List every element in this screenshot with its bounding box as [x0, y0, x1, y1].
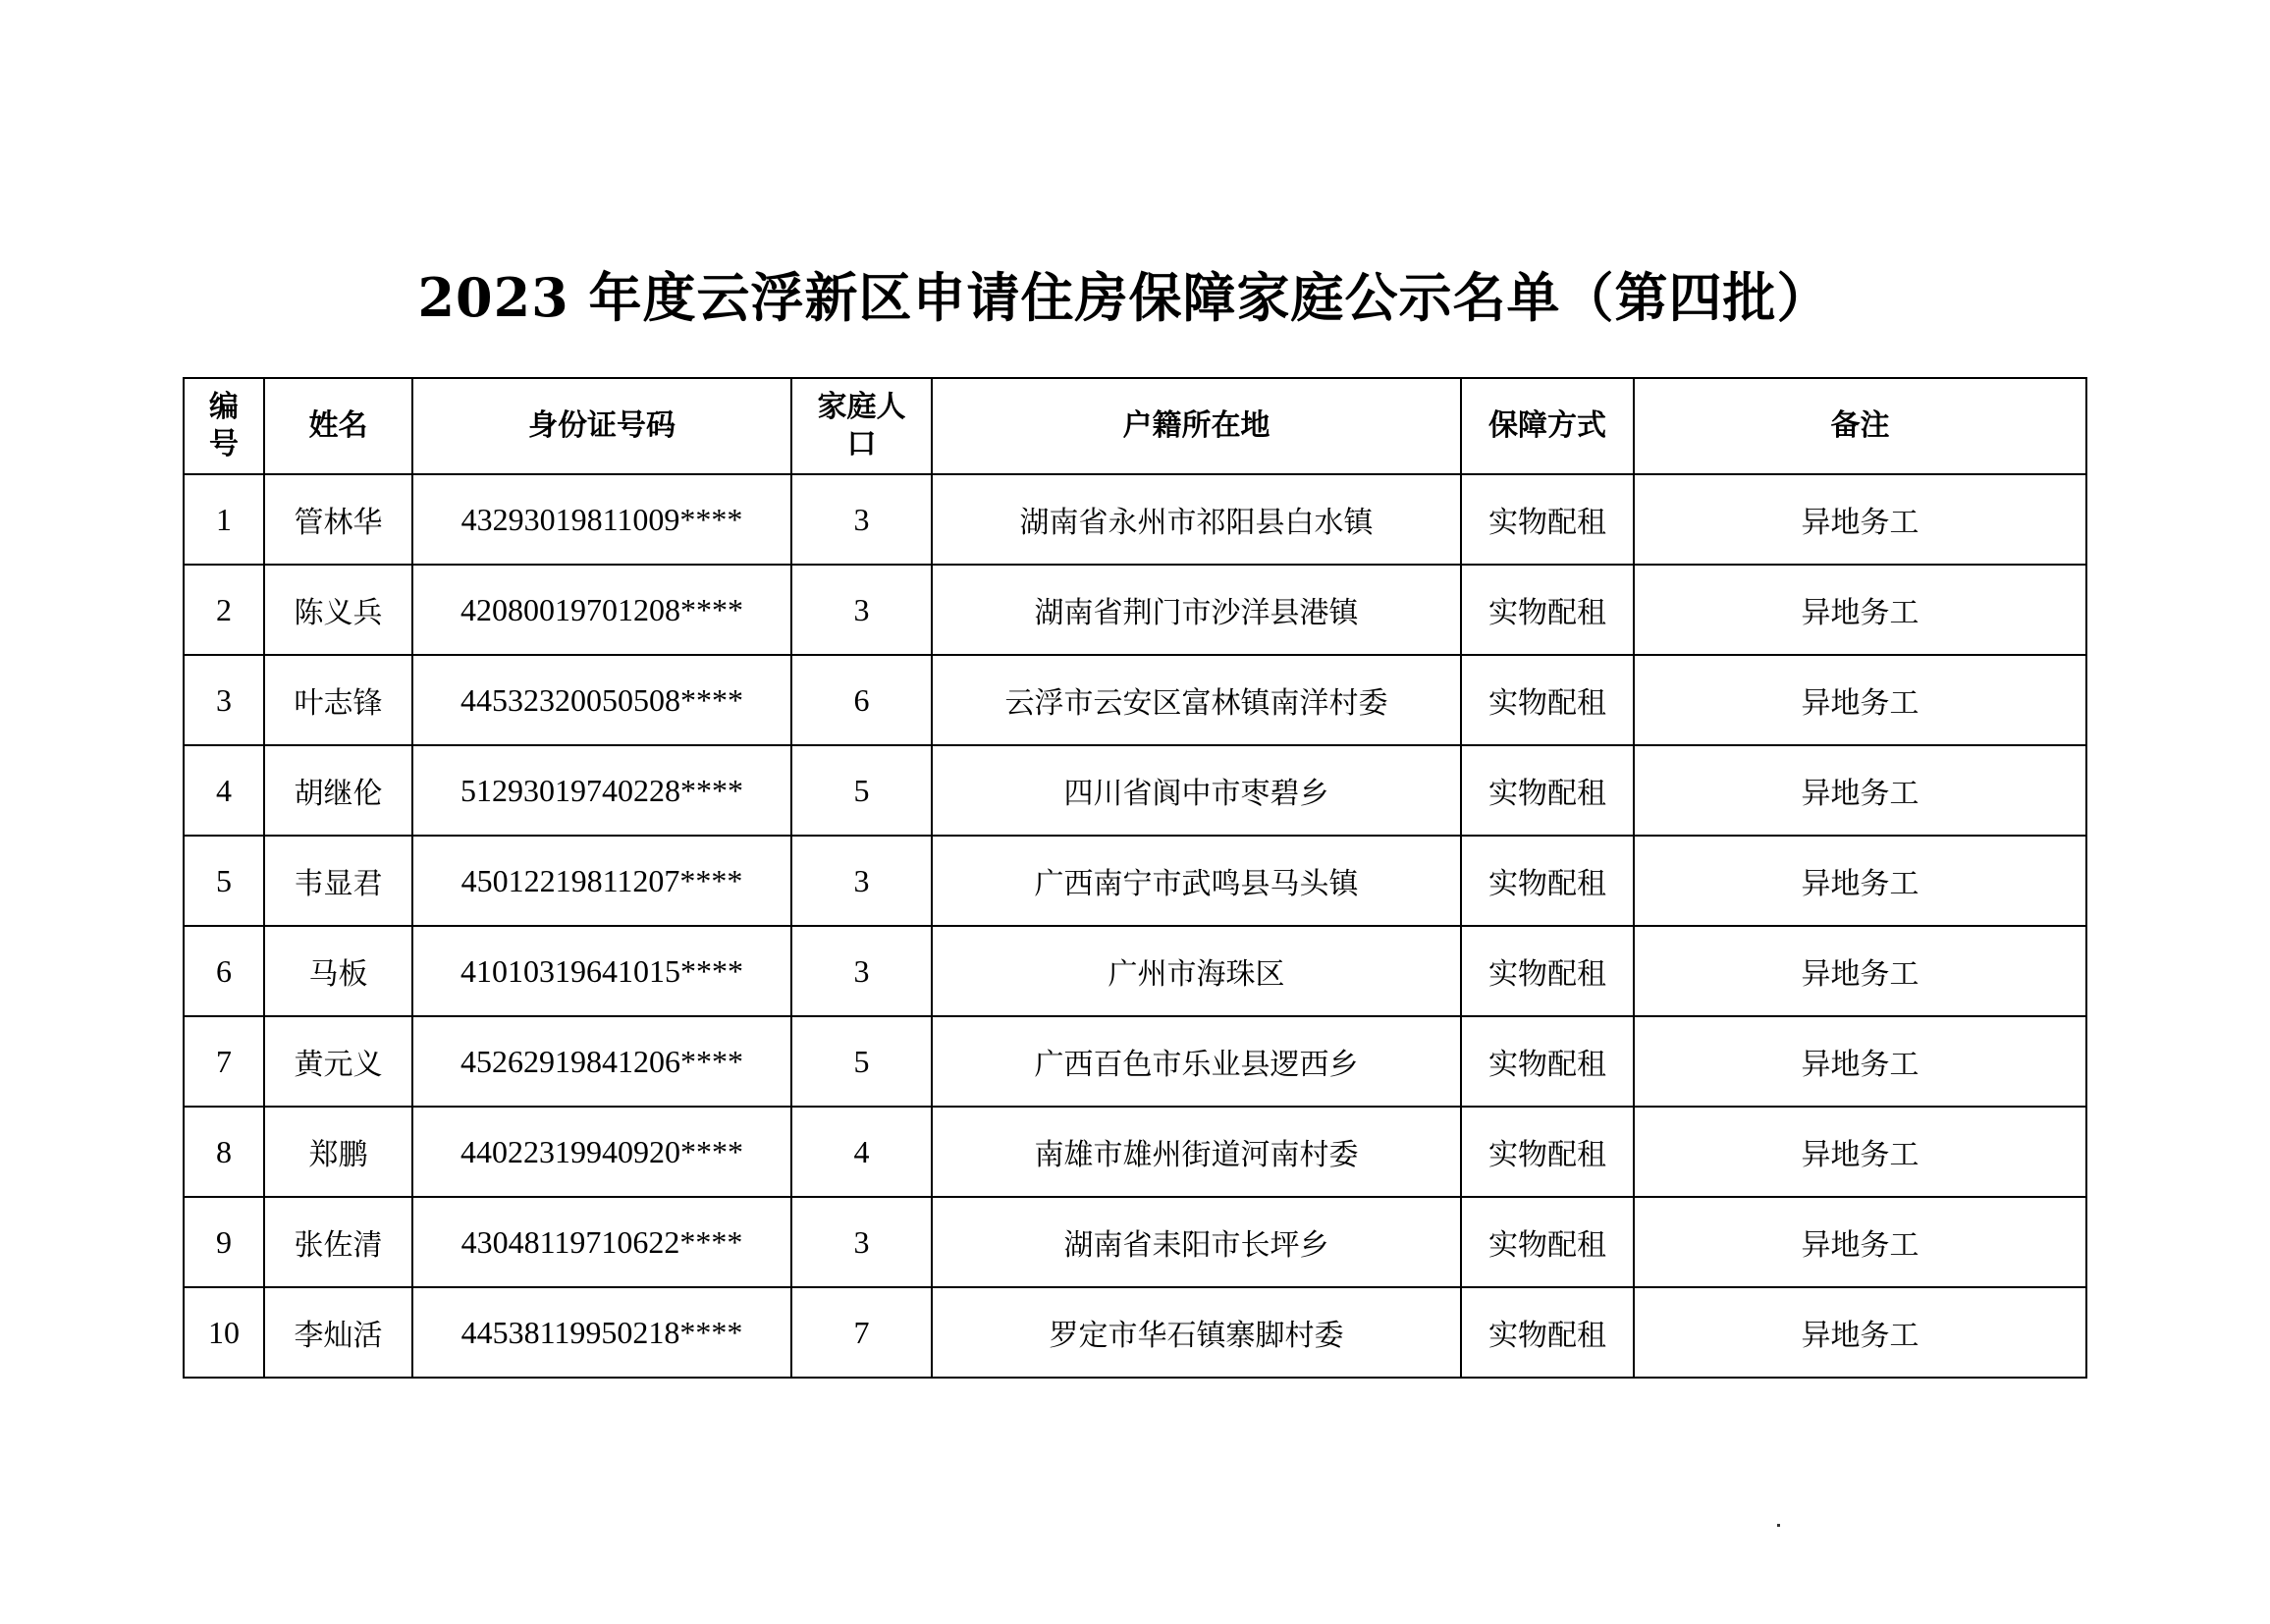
- cell-household-size: 3: [791, 565, 932, 655]
- cell-id-number: 43293019811009****: [412, 474, 791, 565]
- cell-household-size: 4: [791, 1107, 932, 1197]
- cell-registered-residence: 湖南省耒阳市长坪乡: [932, 1197, 1461, 1287]
- cell-remarks: 异地务工: [1634, 565, 2086, 655]
- table-row: [184, 1197, 2086, 1287]
- cell-id-number: 44532320050508****: [412, 655, 791, 745]
- cell-remarks: 异地务工: [1634, 1287, 2086, 1378]
- table-row: [184, 926, 2086, 1016]
- table-row: [184, 1107, 2086, 1197]
- cell-remarks: 异地务工: [1634, 1016, 2086, 1107]
- table-row: [184, 565, 2086, 655]
- cell-no: 7: [184, 1016, 264, 1107]
- cell-no: 5: [184, 836, 264, 926]
- cell-name: 叶志锋: [264, 655, 412, 745]
- table-row: [184, 655, 2086, 745]
- cell-no: 1: [184, 474, 264, 565]
- cell-id-number: 45012219811207****: [412, 836, 791, 926]
- cell-no: 3: [184, 655, 264, 745]
- cell-assistance-type: 实物配租: [1461, 1107, 1634, 1197]
- cell-name: 胡继伦: [264, 745, 412, 836]
- cell-remarks: 异地务工: [1634, 655, 2086, 745]
- cell-no: 2: [184, 565, 264, 655]
- cell-remarks: 异地务工: [1634, 836, 2086, 926]
- cell-name: 郑鹏: [264, 1107, 412, 1197]
- cell-household-size: 3: [791, 1197, 932, 1287]
- header-household-size: 家庭人口: [791, 378, 932, 474]
- cell-registered-residence: 广州市海珠区: [932, 926, 1461, 1016]
- cell-assistance-type: 实物配租: [1461, 1016, 1634, 1107]
- cell-no: 8: [184, 1107, 264, 1197]
- cell-name: 黄元义: [264, 1016, 412, 1107]
- cell-remarks: 异地务工: [1634, 474, 2086, 565]
- cell-assistance-type: 实物配租: [1461, 745, 1634, 836]
- cell-registered-residence: 广西南宁市武鸣县马头镇: [932, 836, 1461, 926]
- cell-id-number: 43048119710622****: [412, 1197, 791, 1287]
- cell-id-number: 44022319940920****: [412, 1107, 791, 1197]
- cell-assistance-type: 实物配租: [1461, 1197, 1634, 1287]
- cell-household-size: 3: [791, 926, 932, 1016]
- cell-registered-residence: 四川省阆中市枣碧乡: [932, 745, 1461, 836]
- cell-id-number: 51293019740228****: [412, 745, 791, 836]
- cell-name: 管林华: [264, 474, 412, 565]
- scan-speck: [1777, 1524, 1780, 1527]
- cell-remarks: 异地务工: [1634, 1107, 2086, 1197]
- header-no: 编号: [184, 378, 264, 474]
- header-name: 姓名: [264, 378, 412, 474]
- cell-assistance-type: 实物配租: [1461, 836, 1634, 926]
- cell-name: 陈义兵: [264, 565, 412, 655]
- cell-no: 6: [184, 926, 264, 1016]
- cell-name: 马板: [264, 926, 412, 1016]
- table-row: [184, 474, 2086, 565]
- header-registered-residence: 户籍所在地: [932, 378, 1461, 474]
- housing-applicant-table: [183, 377, 2087, 1379]
- cell-household-size: 7: [791, 1287, 932, 1378]
- cell-registered-residence: 湖南省永州市祁阳县白水镇: [932, 474, 1461, 565]
- cell-name: 韦显君: [264, 836, 412, 926]
- header-id-number: 身份证号码: [412, 378, 791, 474]
- cell-registered-residence: 罗定市华石镇寨脚村委: [932, 1287, 1461, 1378]
- cell-assistance-type: 实物配租: [1461, 565, 1634, 655]
- cell-registered-residence: 云浮市云安区富林镇南洋村委: [932, 655, 1461, 745]
- table-row: [184, 836, 2086, 926]
- cell-id-number: 44538119950218****: [412, 1287, 791, 1378]
- cell-id-number: 45262919841206****: [412, 1016, 791, 1107]
- table-row: [184, 745, 2086, 836]
- cell-registered-residence: 南雄市雄州街道河南村委: [932, 1107, 1461, 1197]
- cell-registered-residence: 广西百色市乐业县逻西乡: [932, 1016, 1461, 1107]
- table-header-row: [184, 378, 2086, 474]
- cell-no: 10: [184, 1287, 264, 1378]
- cell-household-size: 6: [791, 655, 932, 745]
- cell-household-size: 3: [791, 836, 932, 926]
- cell-id-number: 41010319641015****: [412, 926, 791, 1016]
- cell-assistance-type: 实物配租: [1461, 474, 1634, 565]
- cell-id-number: 42080019701208****: [412, 565, 791, 655]
- cell-assistance-type: 实物配租: [1461, 1287, 1634, 1378]
- cell-remarks: 异地务工: [1634, 745, 2086, 836]
- cell-assistance-type: 实物配租: [1461, 926, 1634, 1016]
- page-title: 2023 年度云浮新区申请住房保障家庭公示名单（第四批）: [417, 266, 1831, 329]
- cell-remarks: 异地务工: [1634, 926, 2086, 1016]
- table-row: [184, 1287, 2086, 1378]
- cell-household-size: 5: [791, 745, 932, 836]
- cell-no: 4: [184, 745, 264, 836]
- cell-assistance-type: 实物配租: [1461, 655, 1634, 745]
- cell-registered-residence: 湖南省荆门市沙洋县港镇: [932, 565, 1461, 655]
- header-remarks: 备注: [1634, 378, 2086, 474]
- cell-name: 张佐清: [264, 1197, 412, 1287]
- table-row: [184, 1016, 2086, 1107]
- cell-no: 9: [184, 1197, 264, 1287]
- cell-remarks: 异地务工: [1634, 1197, 2086, 1287]
- cell-household-size: 3: [791, 474, 932, 565]
- cell-name: 李灿活: [264, 1287, 412, 1378]
- header-assistance-type: 保障方式: [1461, 378, 1634, 474]
- cell-household-size: 5: [791, 1016, 932, 1107]
